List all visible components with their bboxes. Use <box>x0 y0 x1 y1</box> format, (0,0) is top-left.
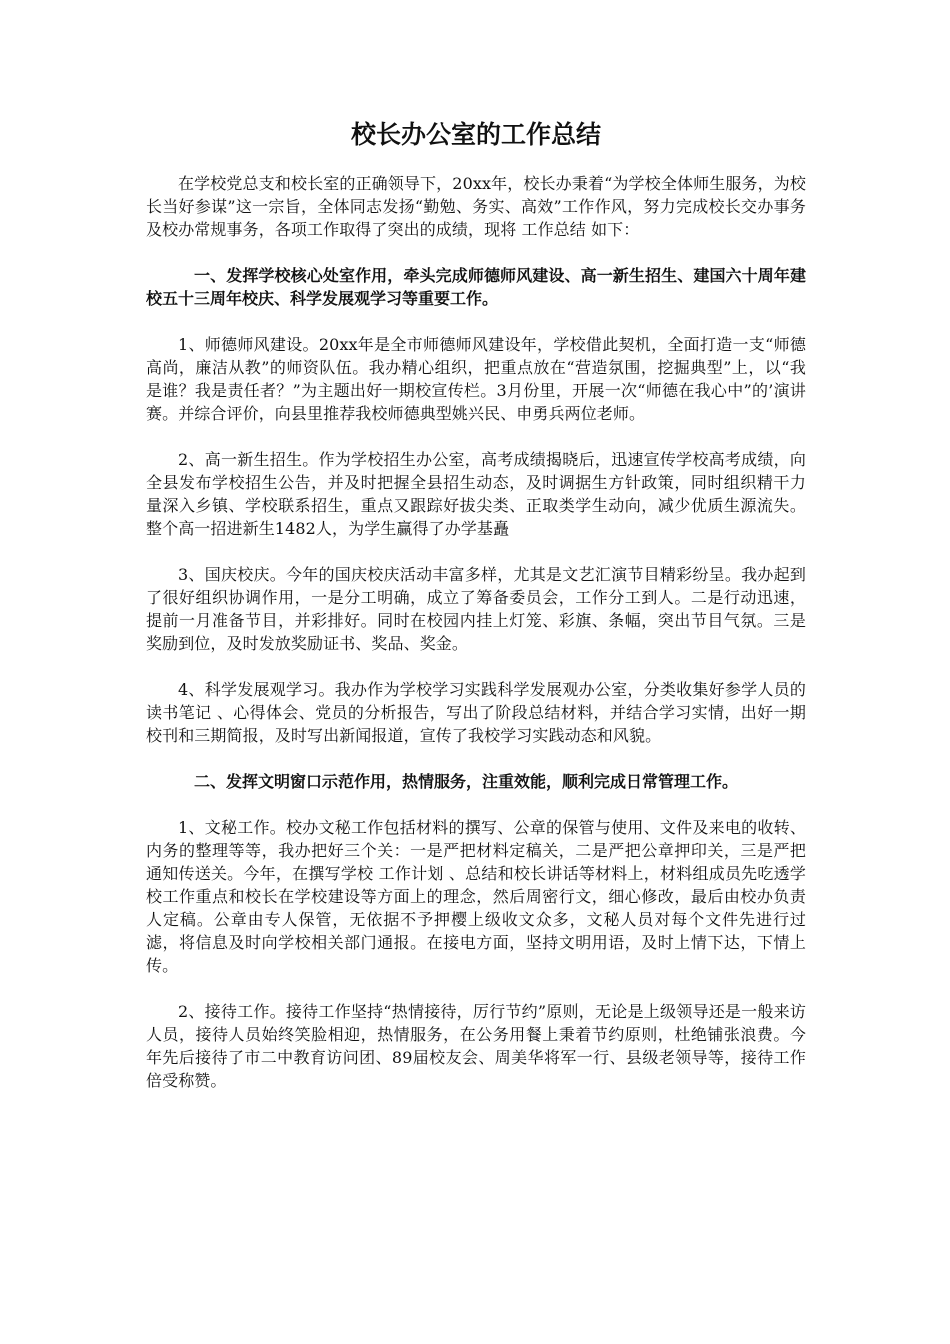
section-1-paragraph-4: 4、科学发展观学习。我办作为学校学习实践科学发展观办公室，分类收集好参学人员的 读书笔记 、心得体会、党员的分析报告，写出了阶段总结材料，并结合学习实情，出好一期校刊和三期简报，及时写出新闻报道，宣传了我校学习实践动态和风貌。 <box>146 680 806 745</box>
section-1-heading: 一、发挥学校核心处室作用，牵头完成师德师风建设、高一新生招生、建国六十周年建校五十三周年校庆、科学发展观学习等重要工作。 <box>146 266 806 308</box>
section-1-paragraph-1: 1、师德师风建设。20xx年是全市师德师风建设年，学校借此契机，全面打造一支“师德高尚，廉洁从教”的师资队伍。我办精心组织，把重点放在“营造氛围，挖掘典型”上，以“我是谁？我是责任者？”为主题出好一期校宣传栏。3月份里，开展一次“师德在我心中”的’演讲赛。并综合评价，向县里推荐我校师德典型姚兴民、申勇兵两位老师。 <box>146 335 806 423</box>
section-2-heading: 二、发挥文明窗口示范作用，热情服务，注重效能，顺利完成日常管理工作。 <box>194 772 739 791</box>
section-1-paragraph-3: 3、国庆校庆。今年的国庆校庆活动丰富多样，尤其是文艺汇演节目精彩纷呈。我办起到了很好组织协调作用，一是分工明确，成立了筹备委员会，工作分工到人。二是行动迅速，提前一月准备节目，并彩排好。同时在校园内挂上灯笼、彩旗、条幅，突出节目气氛。三是奖励到位，及时发放奖励证书、奖品、奖金。 <box>146 565 806 653</box>
section-2-paragraph-1: 1、文秘工作。校办文秘工作包括材料的撰写、公章的保管与使用、文件及来电的收转、内务的整理等等，我办把好三个关：一是严把材料定稿关，二是严把公章押印关，三是严把通知传送关。今年，在撰写学校 工作计划 、总结和校长讲话等材料上，材料组成员先吃透学校工作重点和校长在学校建设等方面上的理念，然后周密行文，细心修改，最后由校办负责人定稿。公章由专人保管，无依据不予押樱上级收文众多，文秘人员对每个文件先进行过滤，将信息及时向学校相关部门通报。在接电方面，坚持文明用语，及时上情下达，下情上传。 <box>146 818 806 975</box>
document-title: 校长办公室的工作总结 <box>350 120 601 149</box>
section-2-paragraph-2: 2、接待工作。接待工作坚持“热情接待，厉行节约”原则，无论是上级领导还是一般来访人员，接待人员始终笑脸相迎，热情服务，在公务用餐上秉着节约原则，杜绝铺张浪费。今年先后接待了市二中教育访问团、89届校友会、周美华将军一行、县级老领导等，接待工作倍受称赞。 <box>146 1002 806 1090</box>
document-page <box>146 118 806 1115</box>
section-1-paragraph-2: 2、高一新生招生。作为学校招生办公室，高考成绩揭晓后，迅速宣传学校高考成绩，向全县发布学校招生公告，并及时把握全县招生动态，及时调据生方针政策，同时组织精干力量深入乡镇、学校联系招生，重点又跟踪好拔尖类、正取类学生动向，减少优质生源流失。整个高一招进新生1482人，为学生赢得了办学基矗 <box>146 450 806 538</box>
intro-paragraph: 在学校党总支和校长室的正确领导下，20xx年，校长办秉着“为学校全体师生服务，为校长当好参谋”这一宗旨，全体同志发扬“勤勉、务实、高效”工作作风，努力完成校长交办事务及校办常规事务，各项工作取得了突出的成绩，现将 工作总结 如下： <box>146 174 806 239</box>
